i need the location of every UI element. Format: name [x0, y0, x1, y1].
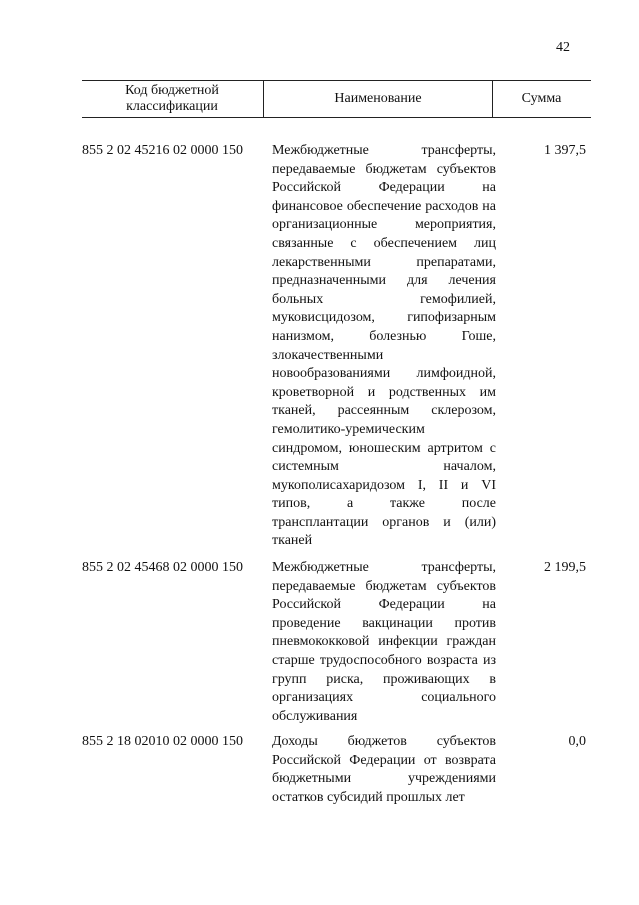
- page-number: 42: [556, 40, 570, 55]
- budget-code: 855 2 02 45216 02 0000 150: [82, 143, 243, 158]
- header-name-column: Наименование: [263, 81, 493, 117]
- header-code-column: Код бюджетной классификации: [125, 83, 219, 114]
- row-description: Межбюджетные трансферты, передаваемые бюджетам субъектов Российской Федерации на финансовое обеспечение расходов на организационные мероприятия, связанные с обеспечением лиц лекарственными препаратами, предназначенными для лечения больных гемофилией, муковисцидозом, гипофизарным нанизмом, болезнью Гоше, злокачественными новообразованиями лимфоидной, кроветворной и родственных им тканей, рассеянным склерозом, гемолитико-уремическим синдромом, юношеским артритом с системным началом, мукополисахаридозом I, II и VI типов, а также после трансплантации органов и (или) тканей: [272, 143, 496, 549]
- row-amount: 2 199,5: [544, 560, 586, 575]
- row-description: Межбюджетные трансферты, передаваемые бюджетам субъектов Российской Федерации на проведение вакцинации против пневмококковой инфекции граждан старше трудоспособного возраста из групп риска, проживающих в организациях социального обслуживания: [272, 560, 496, 724]
- table-header: [82, 80, 591, 118]
- header-sum-column: Сумма: [521, 91, 562, 106]
- row-description: Доходы бюджетов субъектов Российской Федерации от возврата бюджетными учреждениями остатков субсидий прошлых лет: [272, 734, 496, 805]
- budget-code: 855 2 18 02010 02 0000 150: [82, 734, 243, 749]
- row-amount: 0,0: [568, 734, 586, 749]
- budget-code: 855 2 02 45468 02 0000 150: [82, 560, 243, 575]
- row-amount: 1 397,5: [544, 143, 586, 158]
